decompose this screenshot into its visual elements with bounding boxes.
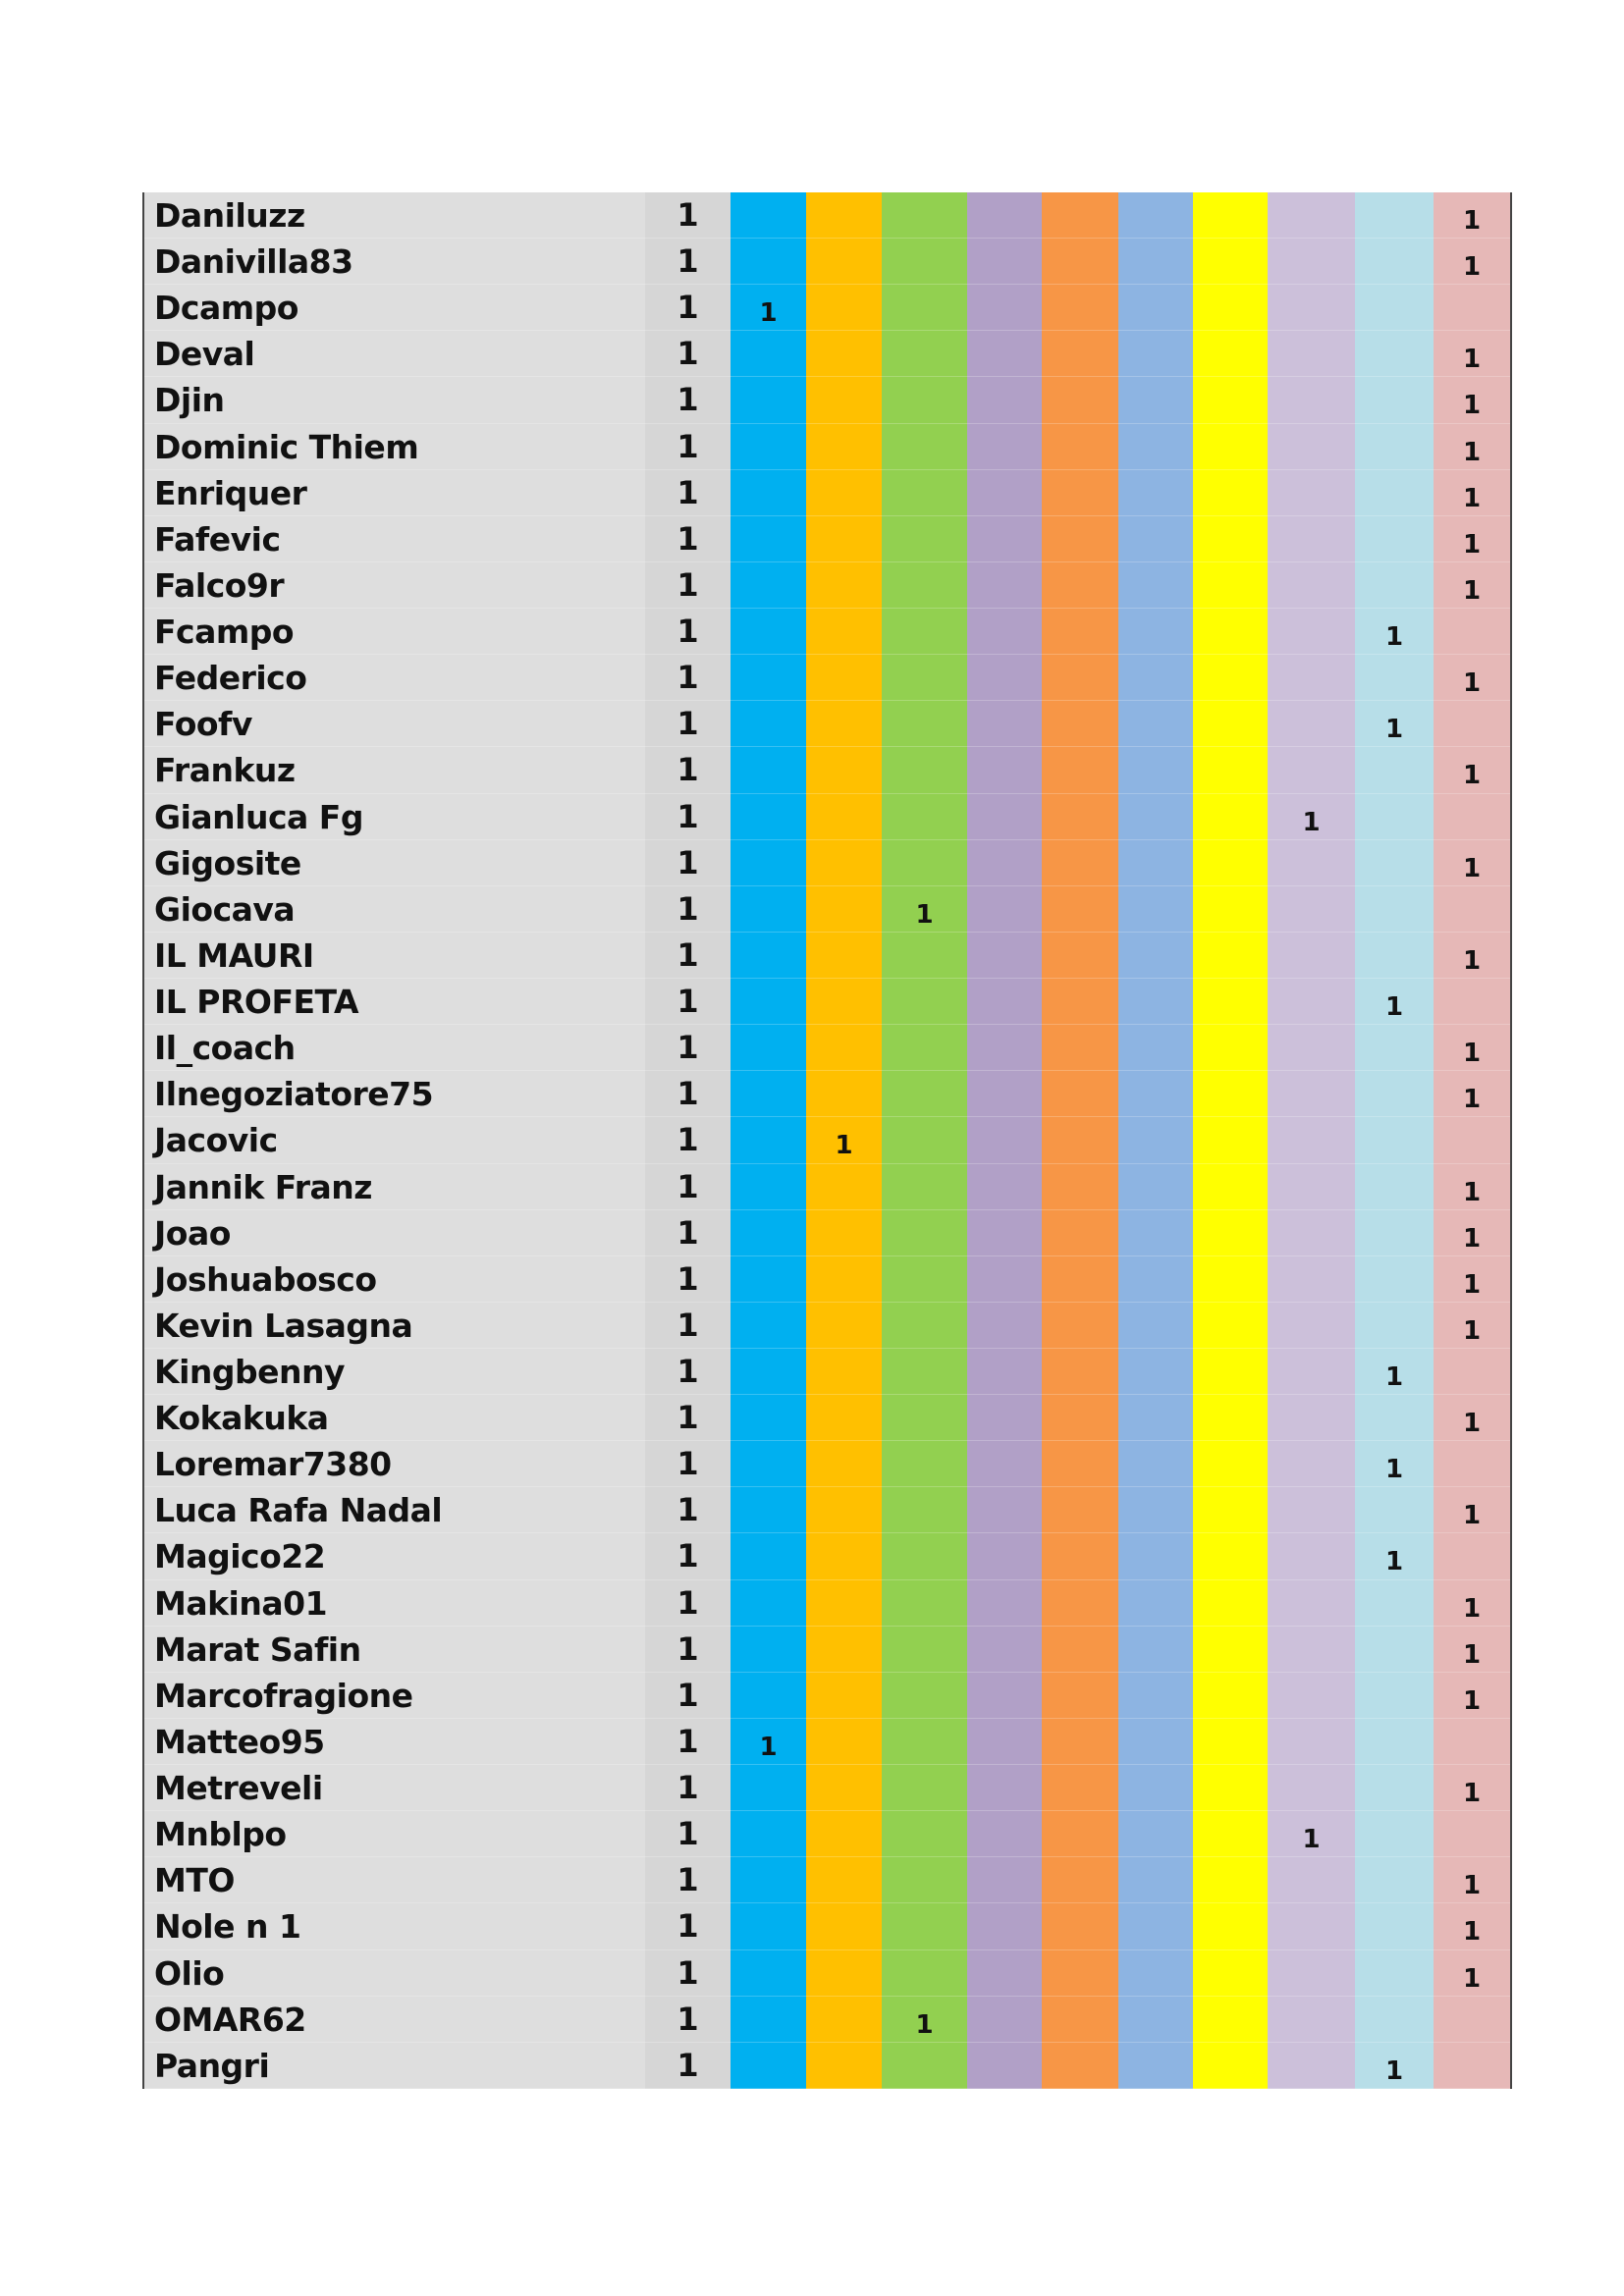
category-mark: 1 (1462, 252, 1482, 283)
table-row (144, 331, 1510, 377)
table-row (144, 516, 1510, 562)
table-row (144, 285, 1510, 331)
player-name: Luca Rafa Nadal (154, 1491, 443, 1530)
total-count: 1 (677, 751, 699, 789)
table-row (144, 1164, 1510, 1210)
total-count: 1 (677, 1306, 699, 1344)
category-mark: 1 (1462, 529, 1482, 560)
table-row (144, 1719, 1510, 1765)
category-mark: 1 (1384, 992, 1404, 1023)
total-count: 1 (677, 2000, 699, 2038)
table-row (144, 1673, 1510, 1719)
table-row (144, 1071, 1510, 1117)
player-name: Magico22 (154, 1537, 326, 1576)
category-mark: 1 (1462, 1085, 1482, 1115)
table-row (144, 1765, 1510, 1811)
category-mark: 1 (1384, 2056, 1404, 2086)
category-mark: 1 (1462, 668, 1482, 699)
player-name: Jannik Franz (154, 1167, 372, 1206)
total-count: 1 (677, 1491, 699, 1529)
total-count: 1 (677, 1629, 699, 1668)
category-mark: 1 (1462, 345, 1482, 375)
total-count: 1 (677, 335, 699, 373)
player-name: Joshuabosco (154, 1259, 377, 1299)
table-row (144, 609, 1510, 655)
table-row (144, 1811, 1510, 1857)
category-mark: 1 (1302, 807, 1321, 837)
category-mark: 1 (1462, 437, 1482, 467)
table-row (144, 1487, 1510, 1533)
total-count: 1 (677, 1259, 699, 1298)
table-row (144, 1580, 1510, 1627)
category-mark: 1 (759, 1732, 778, 1762)
category-mark: 1 (1462, 483, 1482, 513)
player-name: Foofv (154, 705, 252, 744)
player-name: Olio (154, 1953, 225, 1993)
total-count: 1 (677, 427, 699, 465)
table-row (144, 239, 1510, 285)
category-mark: 1 (1462, 1039, 1482, 1069)
table-row (144, 1533, 1510, 1579)
player-name: Frankuz (154, 751, 296, 790)
table-row (144, 747, 1510, 793)
table-row (144, 1950, 1510, 1997)
player-name: Il_coach (154, 1029, 296, 1068)
category-mark: 1 (1462, 206, 1482, 236)
left-border (142, 192, 144, 2089)
table-row (144, 1441, 1510, 1487)
category-mark: 1 (1462, 761, 1482, 791)
category-mark: 1 (1384, 1455, 1404, 1485)
player-name: IL PROFETA (154, 983, 359, 1022)
table-row (144, 1395, 1510, 1441)
player-name: IL MAURI (154, 935, 314, 975)
table-row (144, 377, 1510, 423)
table-row (144, 1025, 1510, 1071)
player-name: Ilnegoziatore75 (154, 1075, 434, 1114)
category-mark: 1 (1462, 945, 1482, 976)
total-count: 1 (677, 381, 699, 419)
category-mark: 1 (1462, 1177, 1482, 1207)
category-mark: 1 (835, 1131, 853, 1161)
player-name: Danivilla83 (154, 242, 353, 282)
total-count: 1 (677, 196, 699, 234)
player-name: Kokakuka (154, 1399, 329, 1438)
total-count: 1 (677, 843, 699, 881)
category-mark: 1 (1462, 853, 1482, 883)
total-count: 1 (677, 1907, 699, 1946)
category-mark: 1 (1462, 1639, 1482, 1670)
category-mark: 1 (759, 298, 778, 329)
total-count: 1 (677, 1769, 699, 1807)
table-row (144, 1627, 1510, 1673)
total-count: 1 (677, 613, 699, 651)
table-row (144, 2043, 1510, 2089)
table-row (144, 424, 1510, 470)
category-mark: 1 (915, 2009, 934, 2040)
category-mark: 1 (1462, 1315, 1482, 1346)
category-mark: 1 (1384, 622, 1404, 653)
player-name: Djin (154, 381, 225, 420)
row-separator (144, 2088, 1510, 2089)
player-name: Matteo95 (154, 1722, 325, 1761)
category-mark: 1 (1462, 1269, 1482, 1300)
total-count: 1 (677, 797, 699, 835)
total-count: 1 (677, 1121, 699, 1159)
table-row (144, 1303, 1510, 1349)
player-name: Kevin Lasagna (154, 1306, 413, 1345)
table-row (144, 470, 1510, 516)
total-count: 1 (677, 1861, 699, 1899)
category-mark: 1 (1462, 1593, 1482, 1624)
category-mark: 1 (1384, 1547, 1404, 1577)
table-row (144, 1997, 1510, 2043)
category-mark: 1 (1302, 1825, 1321, 1855)
total-count: 1 (677, 1815, 699, 1853)
table-row (144, 979, 1510, 1025)
total-count: 1 (677, 2046, 699, 2084)
total-count: 1 (677, 242, 699, 281)
player-name: Falco9r (154, 565, 285, 605)
player-name: Fcampo (154, 613, 295, 652)
total-count: 1 (677, 1029, 699, 1067)
total-count: 1 (677, 889, 699, 928)
player-name: Loremar7380 (154, 1445, 392, 1484)
total-count: 1 (677, 1167, 699, 1205)
table-row (144, 1117, 1510, 1163)
player-name: Fafevic (154, 519, 281, 559)
table-row (144, 1349, 1510, 1395)
category-mark: 1 (1384, 715, 1404, 745)
total-count: 1 (677, 1583, 699, 1622)
player-name: Joao (154, 1213, 231, 1253)
table-row (144, 794, 1510, 840)
player-name: Giocava (154, 889, 296, 929)
category-mark: 1 (1462, 1963, 1482, 1994)
player-name: Jacovic (154, 1121, 278, 1160)
table-row (144, 886, 1510, 933)
player-name: Deval (154, 335, 255, 374)
category-mark: 1 (1462, 1917, 1482, 1948)
spreadsheet-table (144, 192, 1510, 2089)
total-count: 1 (677, 1953, 699, 1992)
total-count: 1 (677, 289, 699, 327)
right-border (1510, 192, 1512, 2089)
category-mark: 1 (1462, 391, 1482, 421)
player-name: Enriquer (154, 473, 307, 512)
table-row (144, 655, 1510, 701)
total-count: 1 (677, 473, 699, 511)
total-count: 1 (677, 983, 699, 1021)
total-count: 1 (677, 1722, 699, 1760)
table-row (144, 1256, 1510, 1303)
category-mark: 1 (1462, 1779, 1482, 1809)
table-row (144, 192, 1510, 239)
total-count: 1 (677, 1213, 699, 1252)
total-count: 1 (677, 659, 699, 697)
total-count: 1 (677, 1399, 699, 1437)
player-name: Dcampo (154, 289, 298, 328)
player-name: Metreveli (154, 1769, 323, 1808)
player-name: Makina01 (154, 1583, 328, 1623)
player-name: Gigosite (154, 843, 301, 882)
player-name: OMAR62 (154, 2000, 306, 2039)
player-name: Gianluca Fg (154, 797, 363, 836)
total-count: 1 (677, 1075, 699, 1113)
player-name: Marcofragione (154, 1676, 413, 1715)
table-row (144, 1903, 1510, 1949)
total-count: 1 (677, 1445, 699, 1483)
category-mark: 1 (1462, 1501, 1482, 1531)
table-row (144, 1857, 1510, 1903)
total-count: 1 (677, 519, 699, 558)
player-name: Dominic Thiem (154, 427, 419, 466)
category-mark: 1 (1462, 575, 1482, 606)
table-row (144, 701, 1510, 747)
table-row (144, 933, 1510, 979)
total-count: 1 (677, 1676, 699, 1714)
total-count: 1 (677, 705, 699, 743)
player-name: Kingbenny (154, 1353, 345, 1391)
category-mark: 1 (915, 899, 934, 930)
player-name: Marat Safin (154, 1629, 361, 1669)
table-row (144, 562, 1510, 609)
player-name: Daniluzz (154, 196, 305, 235)
total-count: 1 (677, 935, 699, 974)
player-name: MTO (154, 1861, 235, 1900)
player-name: Pangri (154, 2046, 270, 2085)
category-mark: 1 (1462, 1409, 1482, 1439)
total-count: 1 (677, 1537, 699, 1575)
category-mark: 1 (1462, 1223, 1482, 1254)
table-row (144, 1210, 1510, 1256)
player-name: Mnblpo (154, 1815, 287, 1854)
player-name: Federico (154, 659, 307, 698)
total-count: 1 (677, 1353, 699, 1390)
table-row (144, 840, 1510, 886)
player-name: Nole n 1 (154, 1907, 301, 1947)
category-mark: 1 (1462, 1685, 1482, 1716)
category-mark: 1 (1384, 1362, 1404, 1392)
total-count: 1 (677, 565, 699, 604)
category-mark: 1 (1462, 1871, 1482, 1901)
